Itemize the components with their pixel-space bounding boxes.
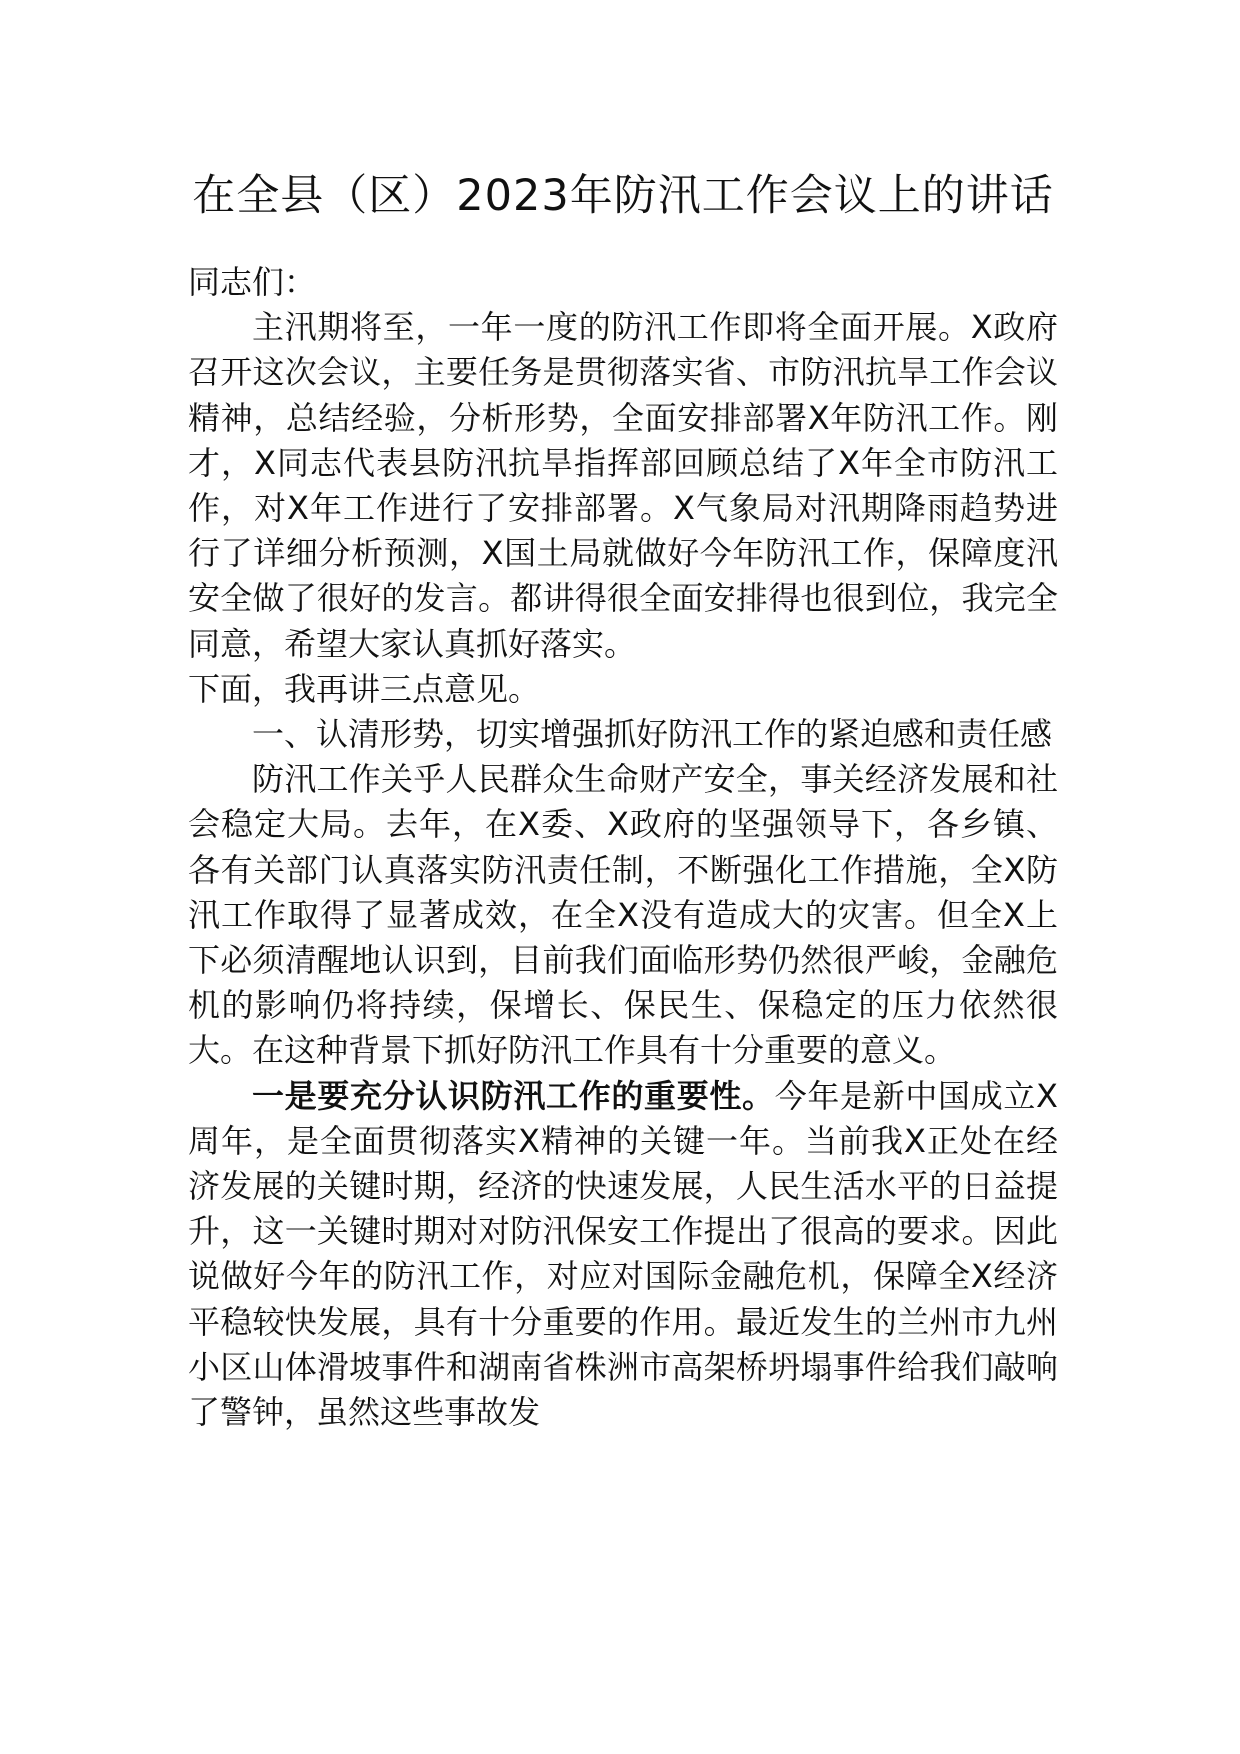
paragraph-intro: 主汛期将至，一年一度的防汛工作即将全面开展。X政府召开这次会议，主要任务是贯彻落实省、市防汛抗旱工作会议精神，总结经验，分析形势，全面安排部署X年防汛工作。刚才，X同志代表县防汛抗旱指挥部回顾总结了X年全市防汛工作，对X年工作进行了安排部署。X气象局对汛期降雨趋势进行了详细分析预测，X国土局就做好今年防汛工作，保障度汛安全做了很好的发言。都讲得很全面安排得也很到位，我完全同意，希望大家认真抓好落实。 (188, 308, 1058, 663)
paragraph-transition: 下面，我再讲三点意见。 (188, 669, 541, 708)
paragraph-situation: 防汛工作关乎人民群众生命财产安全，事关经济发展和社会稳定大局。去年，在X委、X政府的坚强领导下，各乡镇、各有关部门认真落实防汛责任制，不断强化工作措施，全X防汛工作取得了显著成效，在全X没有造成大的灾害。但全X上下必须清醒地认识到，目前我们面临形势仍然很严峻，金融危机的影响仍将持续，保增长、保民生、保稳定的压力依然很大。在这种背景下抓好防汛工作具有十分重要的意义。 (188, 760, 1058, 1070)
section-heading-1: 一、认清形势，切实增强抓好防汛工作的紧迫感和责任感 (252, 715, 1053, 754)
paragraph-importance-text: 今年是新中国成立X周年，是全面贯彻落实X精神的关键一年。当前我X正处在经济发展的关键时期，经济的快速发展，人民生活水平的日益提升，这一关键时期对对防汛保安工作提出了很高的要求。因此说做好今年的防汛工作，对应对国际金融危机，保障全X经济平稳较快发展，具有十分重要的作用。最近发生的兰州市九州小区山体滑坡事件和湖南省株洲市高架桥坍塌事件给我们敲响了警钟，虽然这些事故发 (188, 1076, 1058, 1432)
document-page (188, 150, 1058, 1435)
paragraph-importance (188, 1074, 1058, 1436)
document-body (188, 260, 1058, 1435)
salutation: 同志们： (188, 263, 317, 301)
document-title: 在全县（区）2023年防汛工作会议上的讲话 (192, 171, 1054, 221)
paragraph-lead-bold: 一是要充分认识防汛工作的重要性。 (252, 1076, 775, 1115)
